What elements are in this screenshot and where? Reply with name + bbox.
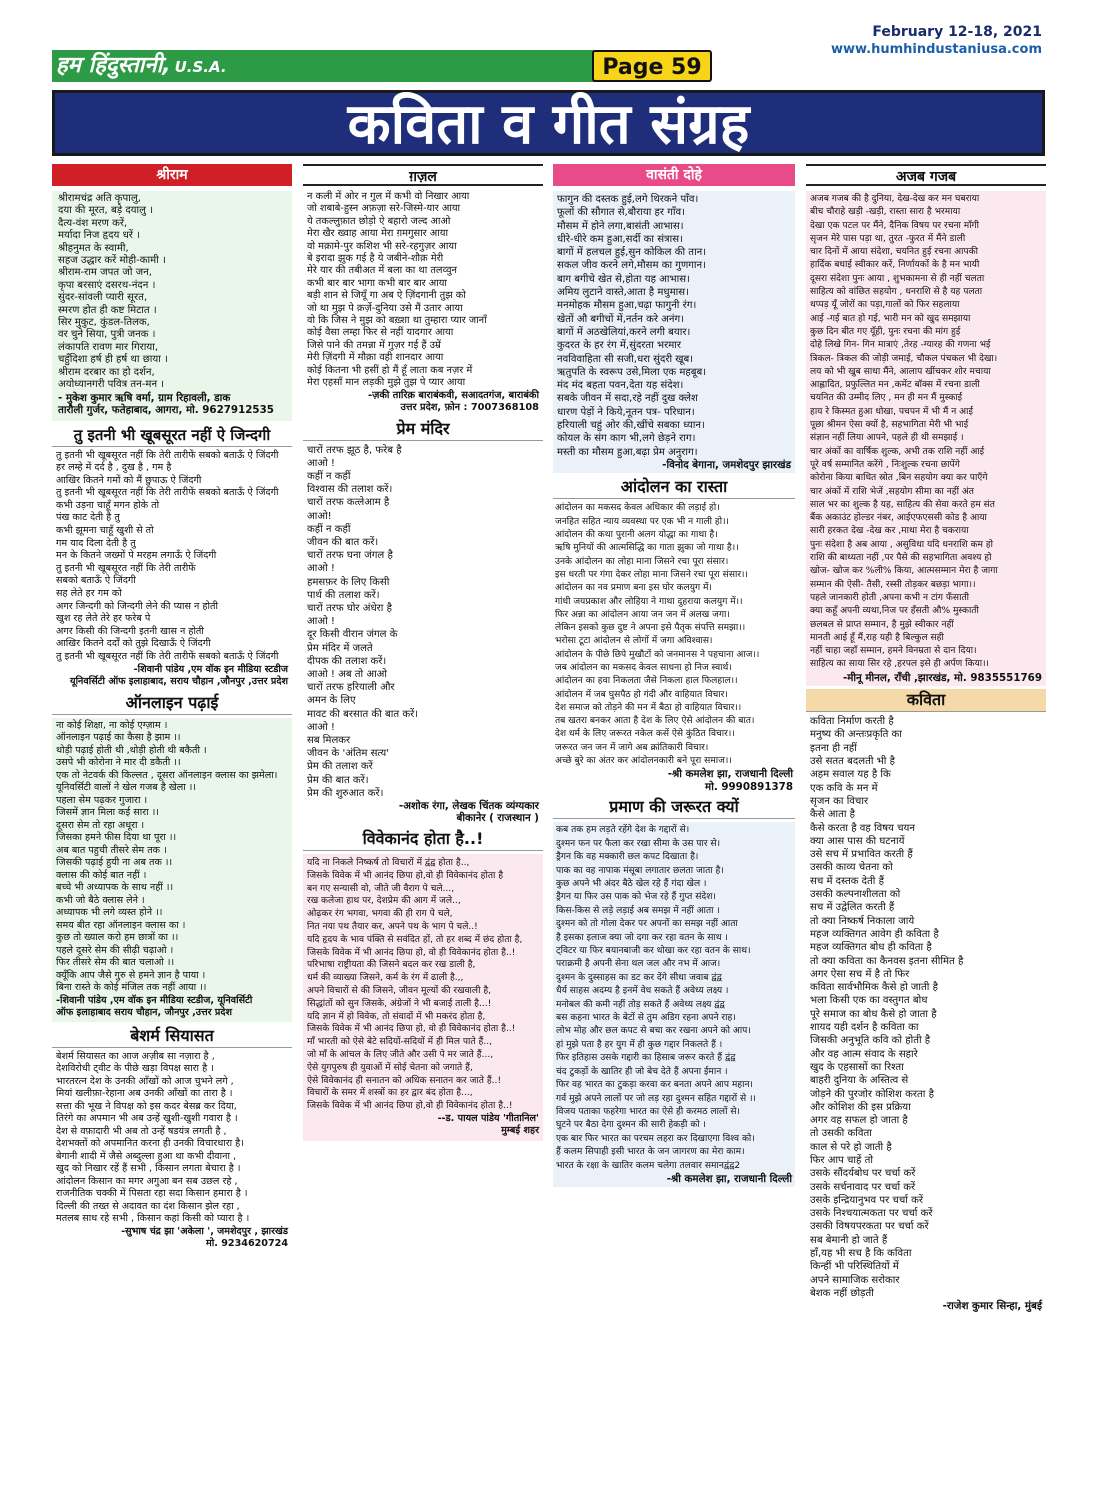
poem-credit: -विनोद बेगाना, जमशेदपुर झारखंड <box>662 458 791 471</box>
brand-usa: U.S.A. <box>174 58 227 76</box>
poem-vasanti <box>553 191 795 473</box>
poem-ghazal <box>303 191 543 415</box>
brand-name: हम हिंदुस्तानी, <box>56 53 171 78</box>
poem-body: बेशर्म सियासत का आज अज़ीब सा नज़ारा है , देशविरोधी ट्वीट के पीछे खड़ा विपक्ष सारा है । भारतरत्न देश के उनकी आँखों को आज चुभने लगे , मियां खलीफ़ा-रेहाना अब उनकी आँखों का तारा है । सत्ता की भूख ने विपक्ष को इस कदर बेसब्र कर दिया, तिरंगे का अपमान भी अब उन्हें खुशी-खुशी गवारा है । देश से वफ़ादारी भी अब तो उन्हें षडयंत्र लगती है , देशभक्तों को अपमानित करना ही उनकी विचारधारा है। बेगानी शादी में जैसे अब्दुल्ला हुआ था कभी दीवाना , खुद को निखार रहें हैं सभी , किसान लगता बेचारा है । आंदोलन किसान का मगर अगुआ बन सब उछल रहे , राजनीतिक चक्की में पिसता रहा सदा किसान हमारा है । दिल्ली की तख्त से अदावत का दंश किसान झेल रहा , मतलब साध रहे सभी , किसान कहां किसी को प्यारा है । <box>56 1050 250 1225</box>
column-3 <box>553 164 795 1480</box>
issue-date: February 12-18, 2021 <box>872 24 1042 40</box>
poem-besharm <box>52 1051 292 1251</box>
poem-body: चारों तरफ झूठ है, फरेब है आओ ! कहीं न कहीं विश्वास की तलाश करें। चारों तरफ कत्लेआम है आओ! कहीं न कहीं जीवन की बात करें। चारों तरफ घना जंगल है आओ ! हमसफ़र के लिए किसी पार्थ की तलाश करें। चारों तरफ घोर अंधेरा है आओ ! दूर किसी वीरान जंगल के प्रेम मंदिर में जलते दीपक की तलाश करें। आओ ! अब तो आओ चारों तरफ हरियाली और अमन के लिए मावट की बरसात की बात करें। आओ ! सब मिलकर जीवन के 'अंतिम सत्य' प्रेम की तलाश करें प्रेम की बात करें। प्रेम की शुरुआत करें। <box>307 444 419 799</box>
poem-praman <box>553 822 795 1187</box>
poem-title-online: ऑनलाइन पढ़ाई <box>52 692 292 715</box>
poem-online <box>52 718 292 1022</box>
poem-body: श्रीरामचंद्र अति कृपालु, दया की मूरत, बड़े दयालु । दैत्य-वंश मरण करें, मर्यादा निज हृदय धरें । श्रीहनुमत के स्वामी, सहज उद्धार करें मोही-कामी । श्रीराम-राम जपत जो जन, कृपा बरसाएं दसरथ-नंदन । सुंदर-सांवली प्यारी सूरत, स्मरण होत ही कष्ट मिटात । सिर मुकुट, कुंडल-तिलक, वर चुने सिया, पुत्री जनक । लंकापति रावण मार गिराया, चहुँदिशा हर्ष ही हर्ष था छाया । श्रीराम दरबार का हो दर्शन, अयोध्यानगरी पवित्र तन-मन । <box>58 193 168 391</box>
poem-credit: -मीनू मीनल, राँची ,झारखंड, मो. 9835551769 <box>842 671 1042 684</box>
poem-kavita <box>806 715 1046 1313</box>
poem-body: फागुन की दस्तक हुई,लगे थिरकने पाँव। फूलों की सौगात से,बौराया हर गाँव। मौसम में होने लगा,बासंती आभास। धीरे-धीरे कम हुआ,सर्दी का संत्रास। बागों में हलचल हुई,सुन कोकिल की तान। सकल जीव करने लगे,मौसम का गुणगान। बाग बगीचे खेत से,होता यह आभास। अमिय लुटाने वास्ते,आता है मधुमास। मनमोहक मौसम हुआ,चढ़ा फागुनी रंग। खेतों औ बगीचों में,नर्तन करे अनंग। बागों में अठखेलियां,करने लगी बयार। कुदरत के हर रंग में,सुंदरता भरमार नवविवाहिता सी सजी,धरा सुंदरी खूब। ऋतुपति के स्वरूप उसे,मिला एक महबूब। मंद मंद बहता पवन,देता यह संदेश। सबके जीवन में सदा,रहे नहीं दुख क्लेश धारण पेड़ों ने किये,नूतन पत्र- परिधान। हरियाली चहुं ओर की,खींचे सबका ध्यान। कोयल के संग काग भी,लगे छेड़ने राग। मस्ती का मौसम हुआ,बढ़ा प्रेम अनुराग। <box>557 194 707 458</box>
column-2 <box>303 164 543 1480</box>
issue-info <box>831 24 1042 58</box>
poem-body: कब तक हम लड़ते रहेंगे देश के गद्दारों से। दुश्मन फन पर फैला कर रखा सीमा के उस पार से। ड्रैगन कि वह मक्कारी छल कपट दिखाता है। पाक का वह नापाक मंसूबा लगातार छलता जाता है। कुछ अपने भी अंदर बैठे खेल रहे हैं गंदा खेल । ड्रैगन या फिर उस पाक को भेज रहे हैं गुप्त संदेश। किस-किस से लड़े लड़ाई अब समझ में नहीं आता । दुश्मन को तो गोला देकर पर अपनों का समझ नहीं आता है इसका इलाज क्या जो दगा कर रहा वतन के साथ । ट्विटर या फिर बयानबाजी कर धोखा कर रहा वतन के साथ। पराक्रमी है अपनी सेना थल जल और नभ में आज। दुश्मन के दुस्साहस का डट कर देंगे सीधा जवाब द्वंद्व धैर्य साहस अदम्य है इनमें वेध सकते हैं अवेध्य लक्ष्य । मनोबल की कमी नहीं तोड़ सकते हैं अवेध्य लक्ष्य द्वंद्व बस कहना भारत के बेटों से तुम अडिग रहना अपने राह। लोभ मोह और छल कपट से बचा कर रखना अपने को आप। हां मुझे पता है हर युग में ही कुछ गद्दार निकलते हैं । फिर इतिहास उसके गद्दारी का हिसाब जरूर करते हैं द्वंद्व चंद टुकड़ों के खातिर ही जो बेच देते हैं अपना ईमान । फिर वह भारत का टुकड़ा करवा कर बनता अपने आप महान। गर्व मुझे अपने लालों पर जो लड़ रहा दुश्मन सहित गद्दारों से ।। विजय पताका फहरेगा भारत का ऐसे ही करमठ लालों से। घुटने पर बैठा देगा दुश्मन की सारी हेकड़ी को । एक बार फिर भारत का परचम लहरा कर दिखाएगा विश्व को। हैं कलम सिपाही इसी भारत के जन जागरण का मेरा काम। भारत के रक्षा के खातिर कलम चलेगा तलवार समानद्वंद्व2 <box>556 825 756 1171</box>
masthead <box>52 24 1042 84</box>
poem-body: अजब गजब की है दुनिया, देख-देख कर मन घबराया बीच चौराहे खड़ी -खड़ी, रास्ता सारा है भरमाया देखा एक पटल पर मैंने, दैनिक विषय पर रचना माँगी सृजन मेरे पास पड़ा था, तुरत -फुरत में मैंने डाली चार दिनों में आया संदेशा, चयनित हुई रचना आपकी हार्दिक बधाई स्वीकार करें, निर्णायकों के है मन भायी दूसरा संदेशा पुनः आया , शुभकामना से ही नहीं चलता साहित्य को वांछित सहयोग , धनराशि से है यह पलता थप्पड़ यूँ जोरों का पड़ा,गालों को फिर सहलाया आई -गई बात हो गई, भारी मन को खुद समझाया कुछ दिन बीत गए यूँही, पुनः रचना की मांग हुई दोहे लिखे गिन- गिन मात्राएं ,तेरह -ग्यारह की गणना भई त्रिकल- त्रिकल की जोड़ी जमाई, चौकल पंचकल भी देखा। लय को भी खुब साधा मैंने, आलाप खींचकर शोर मचाया आह्लादित, प्रफुल्लित मन ,कमेंट बॉक्स में रचना डाली चयनित की उम्मीद लिए , मन ही मन मैं मुस्काई हाय रे किस्मत हुआ धोखा, पचपन में भी मैं न आई पूछा श्रीमन ऐसा क्यों है, सहभागिता मेरी भी भाई संज्ञान नहीं लिया आपने, पहले ही थी समझाई । चार अंकों का वार्षिक शुल्क, अभी तक राशि नहीं आई पूरे वर्ष सम्मानित करेंगे , निःशुल्क रचना छापेंगे कोरोना किया बाधित स्रोत ,बिन सहयोग क्या कर पाएँगे चार अंकों में राशि भेजें ,सहयोग सीमा का नहीं अंत साल भर का शुल्क है यह, साहित्य की सेवा करते हम संत बैंक अकाउंट होल्डर नंबर, आईएफएससी कोड है आया सारी हरकत देख -देख कर ,माथा मेरा है चकराया पुनः संदेशा है अब आया , असुविधा यदि धनराशि कम हो राशि की बाध्यता नहीं ,पर पैसे की सहभागिता अवश्य हो खोज- खोज कर %ली% किया, आत्मसम्मान मेरा है जागा सम्मान की ऐसी- तैसी, रस्सी तोड़कर बछड़ा भागा।। पहले जानकारी होती ,अपना कभी न टांग फँसाती क्या कहूँ अपनी व्यथा,निज पर हँसती औ% मुस्काती छलबल से प्राप्त सम्मान, है मुझे स्वीकार नहीं मानती आई हूँ मैं,राह यही है बिल्कुल सही नहीं चाहा जहाँ सम्मान, हमने विनम्रता से दान दिया। साहित्य का साया सिर रहे ,हरपल इसे ही अर्पण किया।। <box>810 194 998 670</box>
poem-body: यदि ना निकले निष्कर्ष तो विचारों में द्वंद्व होता है.., जिसके विवेक में भी आनंद छिपा हो,वो ही विवेकानंद होता है बन गए सन्यासी वो, जीते जी वैराग पे चले..., रख कलेजा हाथ पर, देशप्रेम की आग में जले.., ओढ़कर रंग भगवा, भगवा की ही राग पे चले, नित नया पथ तैयार कर, अपने पथ के भाग पे चले..! यदि हृदय के भाव पंक्ति से सवंदित हों, तो हर शब्द में छंद होता है, जिसके विवेक में भी आनंद छिपा हो, वो ही विवेकानंद होता है..! परिभाषा राष्ट्रीयता की जिसने बदल कर रख डाली है, धर्म की व्याख्या जिसने, कर्म के रंग में ढाली है.,, अपने विचारों से की जिसने, जीवन मूल्यों की रखवाली है, सिद्धांतों को सुन जिसके, अंग्रेजों ने भी बजाई ताली है...! यदि ज्ञान में हो विवेक, तो संवादों में भी मकरंद होता है, जिसके विवेक में भी आनंद छिपा हो, वो ही विवेकानंद होता है..! माँ भारती को ऐसे बेटे सदियों-सदियों में ही मिल पाते हैं.., जो माँ के आंचल के लिए जीते और उसी पे मर जाते हैं..., ऐसे युगपुरुष ही युवाओं में सोई चेतना को जगाते हैं, ऐसे विवेकानंद ही सनातन को अधिक सनातन कर जाते हैं..! विचारों के समर में शस्त्रों का हर द्वार बंद होता है..., जिसके विवेक में भी आनंद छिपा हो,वो ही विवेकानंद होता है..! <box>307 857 523 1112</box>
poem-title-kavita: कविता <box>806 689 1046 712</box>
poem-credit: -अशोक रंगा, लेखक चिंतक व्यंग्यकार बीकानेर ( राजस्थान ) <box>398 799 539 825</box>
poem-body: तु इतनी भी खूबसूरत नहीं कि तेरी तारीफें सबको बताऊँ ऐ जिंदगी हर लम्हे में दर्द है , दुख है , गम है आखिर कितने गमों को मैं छुपाऊ ऐ जिंदगी तु इतनी भी खूबसूरत नहीं कि तेरी तारीफें सबको बताऊँ ऐ जिंदगी कभी उड़ना चाहूँ मगन होके तो पंख काट देती है तु कभी झूमना चाहूँ खुशी से तो गम याद दिला देती है तु मन के कितने जख्मों पे मरहम लगाऊँ ऐ जिंदगी तु इतनी भी खूबसूरत नहीं कि तेरी तारीफें सबको बताऊँ ऐ जिंदगी सह लेते हर गम को अगर जिन्दगी को जिन्दगी लेने की प्यास न होती खुश रह लेते तेरे हर फरेब पे अगर किसी की जिन्दगी इतनी खास न होती आखिर कितने दर्दों को तुझे दिखाऊँ ऐ जिंदगी तु इतनी भी खूबसूरत नहीं कि तेरी तारीफें सबको बताऊँ ऐ जिंदगी <box>56 449 279 662</box>
poem-title-shriram: श्रीराम <box>52 164 292 186</box>
poem-title-andolan: आंदोलन का रास्ता <box>553 476 795 499</box>
poem-title-ajab-gajab: अजब गजब <box>806 164 1046 186</box>
poem-title-vivekanand: विवेकानंद होता है..! <box>303 828 543 851</box>
poem-body: न कली में ओर न गुल में कभी वो निखार आया जो शबाबे-हुस्न अफ़ज़ा सरे-जिस्मे-यार आया ये तकल्लुफ़ात छोड़ो ऐ बहारो जल्द आओ मेरा खैर ख्वाह आया मेरा ग़मगुसार आया वो मक़ामे-पुर कशिश भी सरे-रहगुज़र आया बे इरादा झुक गई है ये जबीने-शौक़ मेरी मेरे यार की तबीअत में बला का था तलव्वुन कभी बार बार भागा कभी बार बार आया बड़ी शान से जियूँ गा अब ऐ ज़िंदगानी तुझ को जो था मुझ पे क़र्ज़े-दुनिया उसे मैं उतार आया वो कि जिस ने मुझ को बख़्शा था तुम्हारा प्यार जानाँ कोई वैसा लम्हा फिर से नहीं यादगार आया जिसे पाने की तमन्ना में गुज़र गई हैं उम्रें मेरी ज़िंदगी में मौक़ा वही शानदार आया कोई कितना भी हसीं हो मैं हूँ लाता कब नज़र में मेरा एहसाँ मान लड़की मुझे तुझ पे प्यार आया <box>307 191 487 389</box>
poem-credit: -श्री कमलेश झा, राजधानी दिल्ली मो. 9990891378 <box>667 768 793 793</box>
page-number: Page 59 <box>592 50 712 82</box>
poem-title-prem-mandir: प्रेम मंदिर <box>303 418 543 441</box>
poem-ajab-gajab <box>806 191 1046 686</box>
poem-body: आंदोलन का मकसद केवल अधिकार की लड़ाई हो। जनहित सहित न्याय व्यवस्था पर एक भी न गाली हो।। आंदोलन की कथा पुरानी अलग योद्धा का गाथा है। ऋषि मुनियों की आत्मसिद्धि का गाता झुका जो गाथा है।। उनके आंदोलन का लोहा माना जिसने रचा पूरा संसार। इस धरती पर गंगा देकर लोहा माना जिसने रचा पूरा संसार।। आंदोलन का नव प्रमाण बना इस घोर कलयुग में। गांधी जयप्रकाश और लोहिया ने गाथा दुहराया कलयुग में।। फिर अन्ना का आंदोलन आया जन जन में अलख जगा। लेकिन इसको कुछ दुष्ट ने अपना इसे पैतृक संपत्ति समझा।। भरोसा टूटा आंदोलन से लोगों में जगा अविश्वास। आंदोलन के पीछे छिपे मुखौटों को जनमानस ने पहचाना आज।। जब आंदोलन का मकसद केवल साधना हो निज स्वार्थ। आंदोलन का हवा निकलता जैसे निकला हाल फिलहाल।। आंदोलन में जब घुसपैठ हो गंदी और वाहियात विचार। देश समाज को तोड़ने की मन में बैठा हो वाहियात विचार।। तब खतरा बनकर आता है देश के लिए ऐसे आंदोलन की बात। देश धर्म के लिए जरूरत नकेल कसें ऐसे कुंठित विचार।। जरूरत जन जन में जागे अब क्रांतिकारी विचार। अच्छे बुरे का अंतर कर आंदोलनकारी बने पूरा समाज।। <box>555 503 760 767</box>
poem-title-praman: प्रमाण की जरूरत क्यों <box>553 796 795 819</box>
poem-credit: -राजेश कुमार सिन्हा, मुंबई <box>942 1300 1042 1313</box>
poem-vivekanand <box>303 854 543 1141</box>
poem-credit: -श्री कमलेश झा, राजधानी दिल्ली <box>666 1172 792 1185</box>
poem-title-ghazal: ग़ज़ल <box>303 164 543 186</box>
poem-title-besharm: बेशर्म सियासत <box>52 1025 292 1048</box>
poem-credit: -शिवानी पांडेय ,एम वॉक इन मीडिया स्टडीज, यूनिवर्सिटी ऑफ इलाहाबाद सराय चौहान, जौनपुर ,उत्तर प्रदेश <box>56 994 253 1019</box>
poem-title-vasanti: वासंती दोहे <box>553 164 795 186</box>
poem-shriram <box>52 191 292 421</box>
section-banner <box>52 90 1045 156</box>
poem-body: ना कोई शिक्षा, ना कोई एग्ज़ाम । ऑनलाइन पढ़ाई का कैसा है झाम ।। थोड़ी पढ़ाई होती थी ,थोड़ी होती थी बकैती । उसपे भी कोरोना ने मार दी डकैती ।। एक तो नेटवर्क की किल्लत , दूसरा ऑनलाइन क्लास का झमेला। यूनिवर्सिटी वालों ने खेल गजब है खेला ।। पहला सेम पढ़कर गुजारा । जिसमें ज्ञान मिला कई सारा ।। दूसरा सेम तो रहा अधूरा । जिसका हमने फीस दिया था पूरा ।। अब बात पहुची तीसरे सेम तक । जिसकी पढ़ाई हुयी ना अब तक ।। क्लास की कोई बात नहीं । बच्चे भी अध्यापक के साथ नहीं ।। कभी जो बैठे क्लास लेने । अध्यापक भी लगे व्यस्त होने ।। समय बीत रहा ऑनलाइन क्लास का । कुछ तो ख्याल करो हम छात्रों का ।। पहले दूसरे सेम की सीढ़ी चढ़ाओ । फिर तीसरे सेम की बात चलाओ ।। क्यूँकि आप जैसे गुरु से हमने ज्ञान है पाया । बिना रास्ते के कोई मंजिल तक नहीं आया ।। <box>56 719 278 994</box>
poem-body: कविता निर्माण करती है मनुष्य की अन्तःप्रकृति का इतना ही नहीं उसे सतत बदलती भी है अहम सवाल यह है कि एक कवि के मन में सृजन का विचार कैसे आता है कैसे करता है वह विषय चयन क्या आस पास की घटनायें उसे सच में प्रभावित करती हैं उसकी काव्य चेतना को सच में दस्तक देती हैं उसकी कल्पनाशीलता को सच में उद्वेलित करती हैं तो क्या निष्कर्ष निकाला जाये महज व्यक्तिगत आवेग ही कविता है महज व्यक्तिगत बोध ही कविता है तो क्या कविता का कैनवस इतना सीमित है अगर ऐसा सच में है तो फिर कविता सार्वभौमिक कैसे हो जाती है भला किसी एक का वस्तुगत बोध पूरे समाज का बोध कैसे हो जाता है शायद यही दर्शन है कविता का जिसकी अनुभूति कवि को होती है और वह आत्म संवाद के सहारे खुद के एहसासों का रिश्ता बाहरी दुनिया के अस्तित्व से जोड़ने की पुरजोर कोशिश करता है और कोशिश की इस प्रक्रिया अगर वह सफल हो जाता है तो उसकी कविता काल से परे हो जाती है फिर आप चाहें तो उसके सौंदर्यबोध पर चर्चा करें उसके सर्चनावाद पर चर्चा करें उसके इन्द्रियानुभव पर चर्चा करें उसके निश्चयात्मकता पर चर्चा करें उसकी विषयपरकता पर चर्चा करें सब बेमानी हो जाते हैं हाँ,यह भी सच है कि कविता किन्हीं भी परिस्थितियों में अपने सामाजिक सरोकार बेशक नहीं छोड़ती <box>810 716 964 1299</box>
column-4 <box>806 164 1046 1480</box>
poem-zindagi <box>52 450 292 689</box>
poem-andolan <box>553 502 795 793</box>
website-link[interactable]: www.humhindustaniusa.com <box>830 42 1042 57</box>
poem-credit: -सुभाष चंद्र झा 'अकेला ', जमशेदपुर , झारखंड मो. 9234620724 <box>121 1225 288 1250</box>
poem-credit: - मुकेश कुमार ऋषि वर्मा, ग्राम रिहावली, डाक तारौली गुर्जर, फतेहाबाद, आगरा, मो. 9627912535 <box>58 391 274 416</box>
poem-credit: --ड. पायल पांडेय 'गीतानिल' मुम्बई शहर <box>437 1112 539 1137</box>
banner-title: कविता व गीत संग्रह <box>347 91 750 157</box>
poem-prem-mandir <box>303 444 543 825</box>
poem-credit: -ज़की तारिक़ बाराबंकवी, सआदतगंज, बाराबंकी उत्तर प्रदेश, फ़ोन : 7007368108 <box>368 389 539 413</box>
poem-title-zindagi: तु इतनी भी खूबसूरत नहीं ऐ जिन्दगी <box>52 424 292 447</box>
poem-credit: -शिवानी पांडेय ,एम वॉक इन मीडिया स्टडीज यूनिवर्सिटी ऑफ इलाहाबाद, सराय चौहान ,जौनपुर ,उत्तर प्रदेश <box>70 663 288 688</box>
column-1 <box>52 164 292 1480</box>
